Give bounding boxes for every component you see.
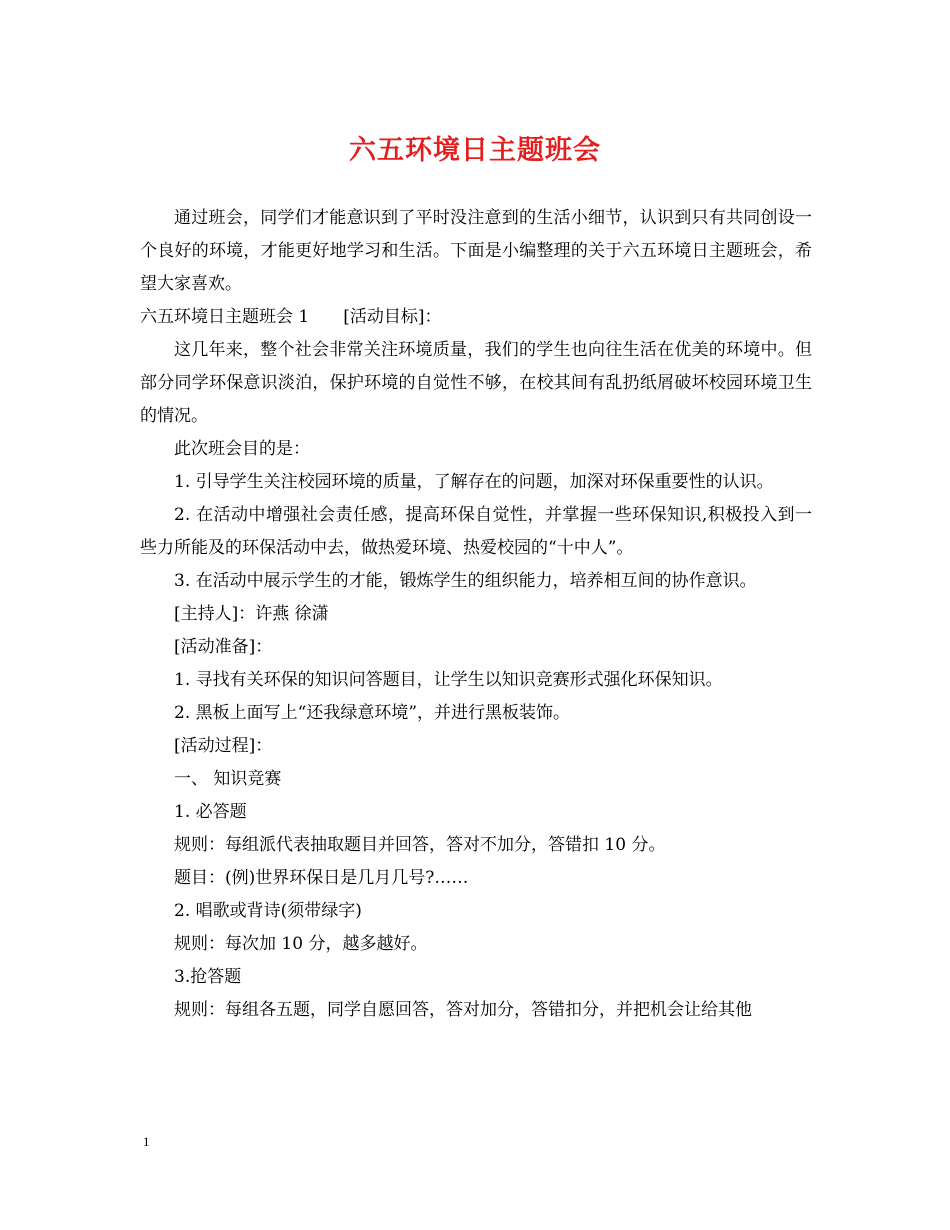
class-meeting-title: 六五环境日主题班会 1 [140,307,310,327]
purpose-item-1: 1. 引导学生关注校园环境的质量，了解存在的问题，加深对环保重要性的认识。 [174,472,774,492]
section-heading-1 [140,301,812,334]
quiz-1-rule: 规则：每组派代表抽取题目并回答，答对不加分，答错扣 10 分。 [174,835,666,855]
section-knowledge-quiz: 一、 知识竞赛 [174,769,282,789]
prep-item-1: 1. 寻找有关环保的知识问答题目，让学生以知识竞赛形式强化环保知识。 [174,670,723,690]
document-body [140,202,812,1027]
quiz-2-title: 2. 唱歌或背诗(须带绿字) [174,901,362,921]
quiz-3-rule: 规则：每组各五题，同学自愿回答，答对加分，答错扣分，并把机会让给其他 [174,1000,752,1020]
intro-paragraph: 通过班会，同学们才能意识到了平时没注意到的生活小细节，认识到只有共同创设一个良好的环境，才能更好地学习和生活。下面是小编整理的关于六五环境日主题班会，希望大家喜欢。 [140,208,812,294]
quiz-1-example: 题目：(例)世界环保日是几月几号?…… [174,868,469,888]
background-paragraph: 这几年来，整个社会非常关注环境质量，我们的学生也向往生活在优美的环境中。但部分同学环保意识淡泊，保护环境的自觉性不够，在校其间有乱扔纸屑破坏校园环境卫生的情况。 [140,340,812,426]
quiz-3-title: 3.抢答题 [174,967,242,987]
purpose-item-2: 2. 在活动中增强社会责任感，提高环保自觉性，并掌握一些环保知识,积极投入到一些力所能及的环保活动中去，做热爱环境、热爱校园的“十中人”。 [140,505,812,558]
prep-item-2: 2. 黑板上面写上“还我绿意环境”，并进行黑板装饰。 [174,703,571,723]
host-line: [主持人]：许燕 徐潇 [174,604,329,624]
activity-goal-label: [活动目标]： [343,307,442,327]
prep-heading: [活动准备]： [174,637,273,657]
quiz-2-rule: 规则：每次加 10 分，越多越好。 [174,934,428,954]
document-title: 六五环境日主题班会 [349,135,601,166]
process-heading: [活动过程]： [174,736,273,756]
purpose-intro: 此次班会目的是： [174,439,310,459]
quiz-1-title: 1. 必答题 [174,802,247,822]
purpose-item-3: 3. 在活动中展示学生的才能，锻炼学生的组织能力，培养相互间的协作意识。 [174,571,757,591]
page-number: 1 [143,1134,150,1149]
